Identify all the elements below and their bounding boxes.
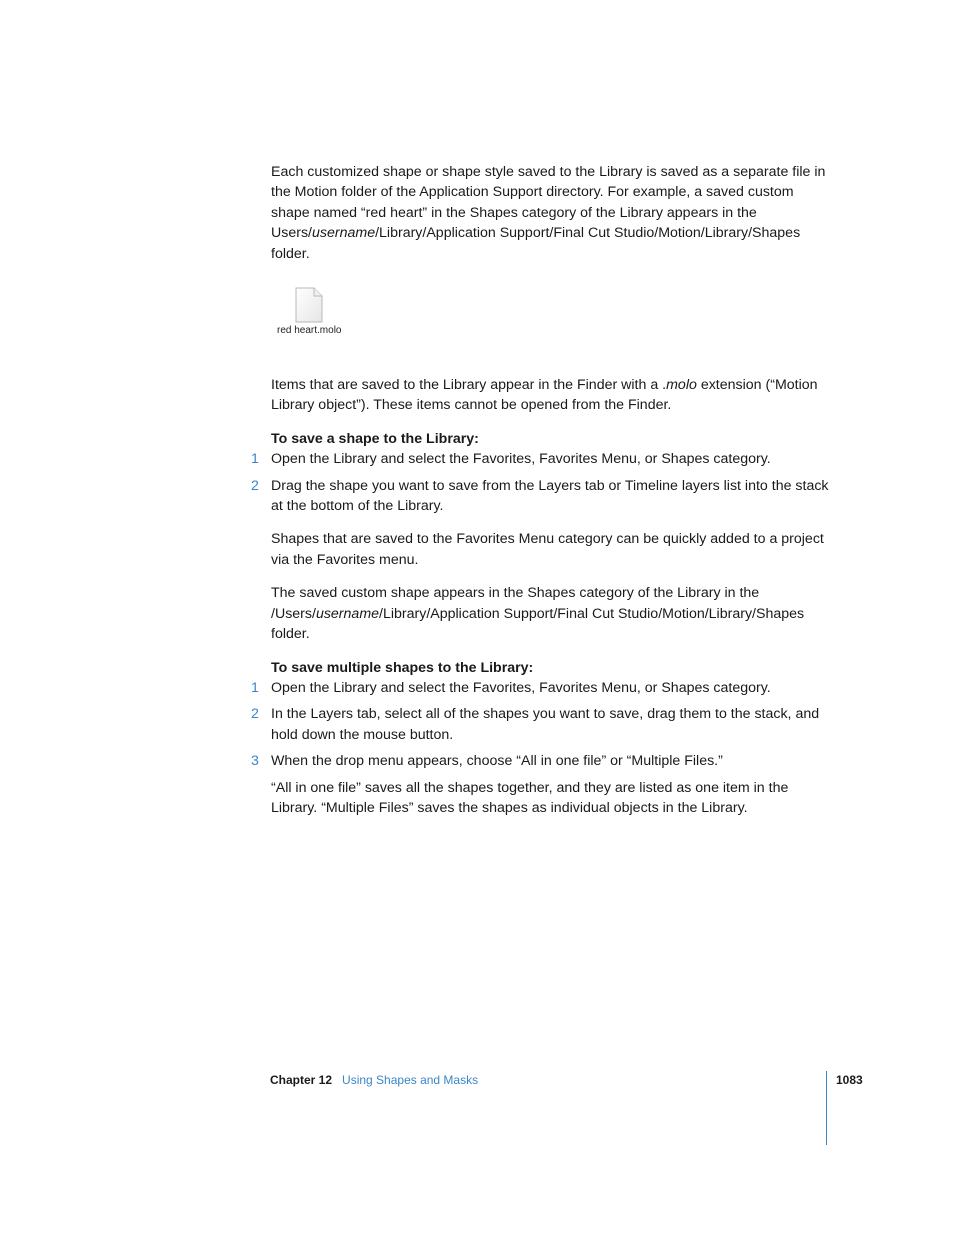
items-paragraph [271, 375, 831, 416]
section2-heading: To save multiple shapes to the Library: [271, 659, 534, 676]
section1-step-2 [251, 476, 831, 517]
step-number: 3 [251, 753, 259, 770]
file-figure [271, 277, 831, 362]
step-number: 2 [251, 477, 259, 494]
file-caption: red heart.molo [277, 325, 342, 337]
intro-text-a: Each customized shape or shape style saved to the Library is saved as a separate file in the Motion folder of the Application Support directory. For example, a saved custom shape named “red heart” in the Shapes category of the Library appears in the Users/ [271, 164, 826, 242]
footer-divider [826, 1071, 827, 1145]
section2-step-3 [251, 751, 831, 771]
document-icon [295, 287, 323, 323]
note2-text-italic: username [315, 605, 380, 622]
section1-note-1: Shapes that are saved to the Favorites Menu category can be quickly added to a project via the Favorites menu. [271, 531, 824, 568]
section1-step-1 [251, 449, 831, 469]
page-number: 1083 [836, 1073, 863, 1087]
footer-chapter-title: Using Shapes and Masks [342, 1073, 479, 1087]
page-footer [270, 1072, 478, 1088]
note2-text-a: The saved custom shape appears in the Shapes category of the Library in the /Users/ [271, 585, 760, 622]
step-number: 1 [251, 451, 259, 468]
step-text: Open the Library and select the Favorites, Favorites Menu, or Shapes category. [271, 679, 771, 696]
step-number: 2 [251, 706, 259, 723]
step-text: Open the Library and select the Favorites, Favorites Menu, or Shapes category. [271, 451, 771, 468]
section2-step-1 [251, 678, 831, 698]
page-content [251, 162, 831, 831]
footer-chapter: Chapter 12 [270, 1073, 333, 1087]
step-number: 1 [251, 679, 259, 696]
section1-note-2 [271, 583, 831, 644]
note2-text-b: /Library/Application Support/Final Cut Studio/Motion/Library/Shapes folder. [271, 605, 805, 643]
intro-text-italic: username [312, 225, 376, 242]
step-text: Drag the shape you want to save from the Layers tab or Timeline layers list into the stack at the bottom of the Library. [271, 477, 829, 515]
step-text: In the Layers tab, select all of the shapes you want to save, drag them to the stack, and hold down the mouse button. [271, 706, 820, 743]
items-text-b: extension (“Motion Library object”). These items cannot be opened from the Finder. [271, 377, 818, 414]
step-text: When the drop menu appears, choose “All in one file” or “Multiple Files.” [271, 753, 723, 770]
intro-text-b: /Library/Application Support/Final Cut Studio/Motion/Library/Shapes folder. [271, 225, 801, 262]
section1-heading: To save a shape to the Library: [271, 430, 479, 447]
section2-step-2 [251, 704, 831, 745]
intro-paragraph [271, 162, 831, 264]
items-text-a: Items that are saved to the Library appear in the Finder with a . [271, 377, 667, 394]
section2-note: “All in one file” saves all the shapes together, and they are listed as one item in the Library. “Multiple Files” saves the shapes as individual objects in the Library. [271, 779, 789, 816]
items-text-italic: molo [666, 377, 697, 394]
